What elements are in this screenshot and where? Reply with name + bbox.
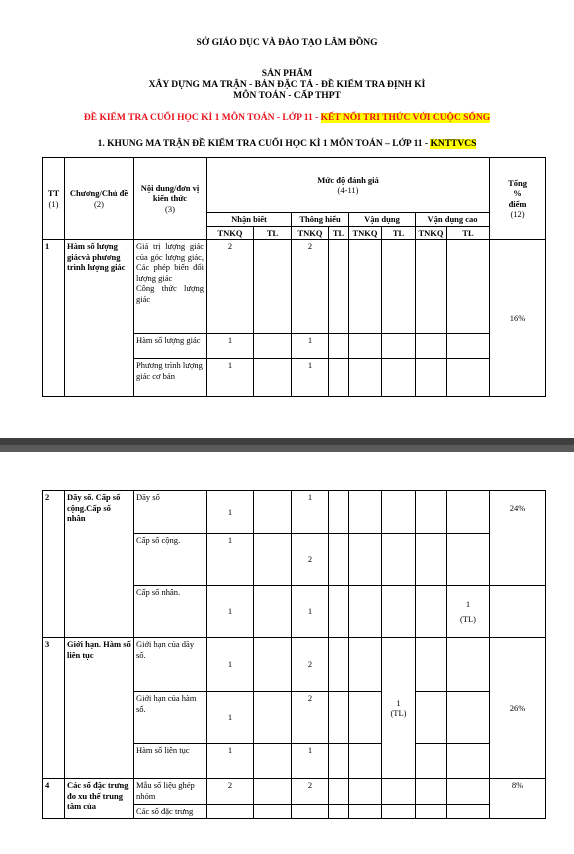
department-title: SỞ GIÁO DỤC VÀ ĐÀO TẠO LÂM ĐỒNG <box>196 38 378 48</box>
document-page-2 <box>0 452 574 854</box>
header-assessment-level: Mức độ đánh giá (4-11) <box>207 158 490 213</box>
project-title: XÂY DỰNG MA TRẬN - BẢN ĐẶC TẢ - ĐỀ KIỂM TRA ĐỊNH KÌ <box>148 80 426 90</box>
exam-title <box>0 113 574 124</box>
chapter-name: Hàm số lượng giácvà phương trình lượng giác <box>65 240 134 397</box>
header-tnkq: TNKQ <box>207 226 254 240</box>
chapter-name: Dãy số. Cấp số cộng.Cấp số nhân <box>65 491 134 638</box>
value-cell: 1 <box>207 334 254 359</box>
value-cell: 1 <box>207 638 254 692</box>
value-cell: 2 <box>292 692 329 744</box>
total-cell: 24% <box>490 491 546 586</box>
header-level-understanding: Thông hiểu <box>292 213 349 227</box>
header-tnkq: TNKQ <box>349 226 382 240</box>
section-title-code: KNTTVCS <box>430 139 477 149</box>
content-cell: Giá trị lượng giác của góc lượng giác, Các phép biến đổi lượng giác Công thức lượng giác <box>134 240 207 334</box>
row-number: 3 <box>43 638 65 779</box>
header-tl: TL <box>254 226 292 240</box>
content-cell: Cấp số cộng. <box>134 534 207 586</box>
content-cell: Giới hạn của hàm số. <box>134 692 207 744</box>
value-cell: 1 <box>207 359 254 397</box>
header-level-application: Vận dụng <box>349 213 416 227</box>
value-cell: 1 <box>292 744 329 779</box>
value-cell: 1 <box>207 491 254 534</box>
header-chapter: Chương/Chủ đề (2) <box>65 158 134 240</box>
value-cell: 1 <box>207 586 254 638</box>
content-cell: Cấp số nhân. <box>134 586 207 638</box>
value-cell: 1 (TL) <box>382 638 416 779</box>
total-cell: 26% <box>490 638 546 779</box>
table-row <box>43 491 546 534</box>
value-cell: 2 <box>292 534 329 586</box>
value-cell: 1 <box>207 692 254 744</box>
value-cell: 1 <box>207 534 254 586</box>
value-cell: 1 <box>292 586 329 638</box>
header-total: Tổng % điểm (12) <box>490 158 546 240</box>
content-cell: Mẫu số liệu ghép nhóm <box>134 779 207 805</box>
header-content: Nội dung/đơn vị kiến thức (3) <box>134 158 207 240</box>
chapter-name: Giới hạn. Hàm số liên tục <box>65 638 134 779</box>
matrix-table-part1 <box>42 157 546 397</box>
exam-title-prefix: ĐỀ KIỂM TRA CUỐI HỌC KÌ 1 MÔN TOÁN - LỚP 11 - <box>83 113 321 123</box>
total-cell: 8% <box>490 779 546 819</box>
subject-title: MÔN TOÁN - CẤP THPT <box>233 91 341 101</box>
header-tnkq: TNKQ <box>292 226 329 240</box>
chapter-name: Các số đặc trưng đo xu thế trung tâm của <box>65 779 134 819</box>
table-row <box>43 240 546 334</box>
row-number: 1 <box>43 240 65 397</box>
table-row <box>43 638 546 692</box>
table-row <box>43 779 546 805</box>
section-title-prefix: 1. KHUNG MA TRẬN ĐỀ KIỂM TRA CUỐI HỌC KÌ 1 MÔN TOÁN – LỚP 11 - <box>97 139 431 149</box>
content-cell: Dãy số <box>134 491 207 534</box>
section-title <box>0 139 574 150</box>
header-level-high-application: Vận dụng cao <box>416 213 490 227</box>
content-cell: Hàm số lượng giác <box>134 334 207 359</box>
content-cell: Giới hạn của dãy số. <box>134 638 207 692</box>
content-cell: Phương trình lượng giác cơ bản <box>134 359 207 397</box>
value-cell: 1 <box>292 359 329 397</box>
value-cell: 1 (TL) <box>447 586 490 638</box>
matrix-table-part2 <box>42 490 546 819</box>
header-tt: TT (1) <box>43 158 65 240</box>
header-tnkq: TNKQ <box>416 226 447 240</box>
exam-title-book: KẾT NỐI TRI THỨC VỚI CUỘC SỐNG <box>320 113 491 123</box>
content-cell: Các số đặc trưng <box>134 805 207 819</box>
value-cell: 2 <box>292 779 329 805</box>
value-cell: 2 <box>292 638 329 692</box>
value-cell: 2 <box>292 240 329 334</box>
value-cell: 2 <box>207 240 254 334</box>
product-title: SẢN PHẨM <box>261 69 313 79</box>
header-level-recognition: Nhận biết <box>207 213 292 227</box>
header-tl: TL <box>329 226 349 240</box>
value-cell: 1 <box>292 491 329 534</box>
value-cell: 1 <box>207 744 254 779</box>
total-cell: 16% <box>490 240 546 397</box>
row-number: 2 <box>43 491 65 638</box>
value-cell: 1 <box>292 334 329 359</box>
value-cell: 2 <box>207 779 254 805</box>
content-cell: Hàm số liên tục <box>134 744 207 779</box>
header-tl: TL <box>447 226 490 240</box>
header-tl: TL <box>382 226 416 240</box>
row-number: 4 <box>43 779 65 819</box>
